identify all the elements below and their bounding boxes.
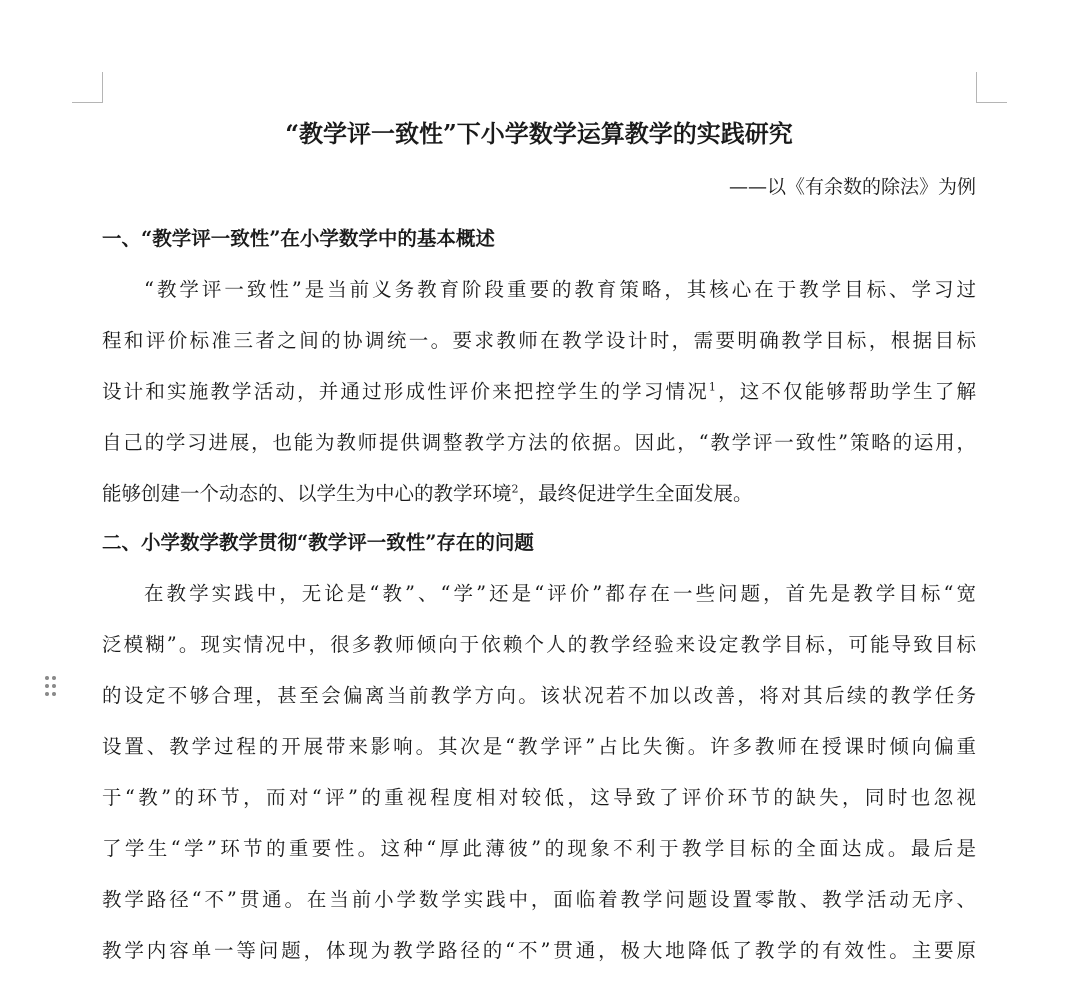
section-heading-1: 一、“教学评一致性”在小学数学中的基本概述 <box>102 227 495 250</box>
text-line: 教学内容单一等问题，体现为教学路径的“不”贯通，极大地降低了教学的有效性。主要原 <box>102 939 976 962</box>
text-line: 泛模糊”。现实情况中，很多教师倾向于依赖个人的教学经验来设定教学目标，可能导致目标 <box>102 633 976 656</box>
text-line <box>102 476 976 527</box>
text-line: 设置、教学过程的开展带来影响。其次是“教学评”占比失衡。许多教师在授课时倾向偏重 <box>102 735 976 758</box>
text-line: 在教学实践中，无论是“教”、“学”还是“评价”都存在一些问题，首先是教学目标“宽 <box>144 582 976 605</box>
footnote-marker[interactable]: 2 <box>511 482 519 496</box>
text-run: 能够创建一个动态的、以学生为中心的教学环境 <box>102 482 512 505</box>
section-heading-2: 二、小学数学教学贯彻“教学评一致性”存在的问题 <box>102 531 534 554</box>
page-corner-mark-right <box>976 72 1007 103</box>
text-line: 了学生“学”环节的重要性。这种“厚此薄彼”的现象不利于教学目标的全面达成。最后是 <box>102 837 976 860</box>
footnote-marker[interactable]: 1 <box>708 380 716 394</box>
text-run: ，这不仅能够帮助学生了解 <box>715 380 976 403</box>
document-title: “教学评一致性”下小学数学运算教学的实践研究 <box>285 119 793 148</box>
text-line: 程和评价标准三者之间的协调统一。要求教师在教学设计时，需要明确教学目标，根据目标 <box>102 329 976 352</box>
text-line: 自己的学习进展，也能为教师提供调整教学方法的依据。因此，“教学评一致性”策略的运用， <box>102 431 976 454</box>
drag-handle-icon[interactable] <box>44 676 58 698</box>
text-run: ，最终促进学生全面发展。 <box>518 482 753 505</box>
text-line: 的设定不够合理，甚至会偏离当前教学方向。该状况若不加以改善，将对其后续的教学任务 <box>102 684 976 707</box>
paragraph-section-2 <box>102 576 976 982</box>
text-line: 教学路径“不”贯通。在当前小学数学实践中，面临着教学问题设置零散、教学活动无序、 <box>102 888 976 911</box>
text-line: 于“教”的环节，而对“评”的重视程度相对较低，这导致了评价环节的缺失，同时也忽视 <box>102 786 976 809</box>
page-corner-mark-left <box>72 72 103 103</box>
paragraph-section-1 <box>102 272 976 527</box>
document-subtitle: ——以《有余数的除法》为例 <box>728 176 976 198</box>
text-run: 设计和实施教学活动，并通过形成性评价来把控学生的学习情况 <box>102 380 709 403</box>
text-line <box>102 374 976 425</box>
text-line: “教学评一致性”是当前义务教育阶段重要的教育策略，其核心在于教学目标、学习过 <box>144 278 976 301</box>
